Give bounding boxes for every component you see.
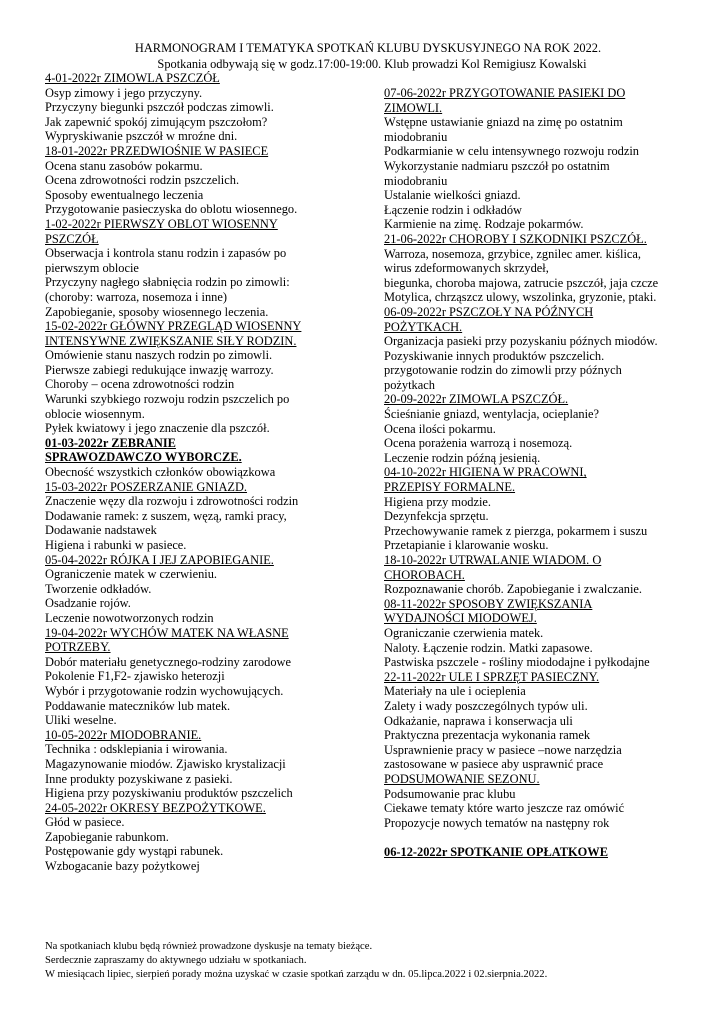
topic-line: Przygotowanie pasieczyska do oblotu wiosennego. — [45, 202, 298, 217]
topic-line: Obserwacja i kontrola stanu rodzin i zapasów po — [45, 246, 287, 261]
meeting-heading: 22-11-2022r ULE I SPRZĘT PASIECZNY. — [384, 669, 600, 684]
topic-line: Dodawanie nadstawek — [45, 523, 157, 538]
topic-line: Usprawnienie pracy w pasiece –nowe narzędzia — [384, 742, 622, 757]
meeting-heading: 20-09-2022r ZIMOWLA PSZCZÓŁ. — [384, 392, 569, 407]
topic-line: (choroby: warroza, nosemoza i inne) — [45, 289, 227, 304]
meeting-heading: 08-11-2022r SPOSOBY ZWIĘKSZANIA — [384, 596, 593, 611]
topic-line: Dobór materiału genetycznego-rodziny zarodowe — [45, 654, 291, 669]
meeting-heading: INTENSYWNE ZWIĘKSZANIE SIŁY RODZIN. — [45, 333, 297, 348]
topic-line: Leczenie nowotworzonych rodzin — [45, 610, 214, 625]
meeting-heading: POTRZEBY. — [45, 640, 111, 655]
topic-line: Ustalanie wielkości gniazd. — [384, 188, 521, 203]
topic-line: Pokolenie F1,F2- zjawisko heterozji — [45, 669, 225, 684]
topic-line: Pastwiska pszczele - rośliny miododajne i pyłkodajne — [384, 655, 650, 670]
topic-line: pożytkach — [384, 377, 435, 392]
topic-line: Warunki szybkiego rozwoju rodzin pszczelich po — [45, 392, 290, 407]
topic-line: Dezynfekcja sprzętu. — [384, 509, 489, 524]
topic-line: Praktyczna prezentacja wykonania ramek — [384, 728, 591, 743]
topic-line: Inne produkty pozyskiwane z pasieki. — [45, 771, 233, 786]
meeting-heading: 18-01-2022r PRZEDWIOŚNIE W PASIECE — [45, 143, 269, 158]
topic-line: Przetapianie i klarowanie wosku. — [384, 538, 549, 553]
topic-line: Ocena zdrowotności rodzin pszczelich. — [45, 173, 240, 188]
topic-line: biegunka, choroba majowa, zatrucie pszczół, jaja czcze — [384, 275, 659, 290]
topic-line: Propozycje nowych tematów na następny rok — [384, 815, 610, 830]
topic-line: Osyp zimowy i jego przyczyny. — [45, 85, 203, 100]
topic-line: Dodawanie ramek: z suszem, węzą, ramki pracy, — [45, 508, 287, 523]
topic-line: Materiały na ule i ocieplenia — [384, 684, 526, 699]
topic-line: Choroby – ocena zdrowotności rodzin — [45, 377, 235, 392]
topic-line: Głód w pasiece. — [45, 815, 125, 830]
topic-line: Zapobieganie, sposoby wiosennego leczenia. — [45, 304, 269, 319]
topic-line: Zalety i wady poszczególnych typów uli. — [384, 698, 588, 713]
left-column — [45, 71, 361, 874]
meeting-heading: 24-05-2022r OKRESY BEZPOŻYTKOWE. — [45, 800, 266, 815]
spacer — [384, 830, 684, 845]
topic-line: Poddawanie mateczników lub matek. — [45, 698, 231, 713]
meeting-heading: PRZEPISY FORMALNE. — [384, 480, 516, 495]
footer-line: Na spotkaniach klubu będą również prowadzone dyskusje na tematy bieżące. — [45, 941, 373, 952]
topic-line: Pyłek kwiatowy i jego znaczenie dla pszczół. — [45, 421, 270, 436]
footer-notes — [45, 940, 705, 982]
topic-line: zastosowane w pasiece aby usprawnić prace — [384, 757, 604, 772]
topic-line: Przechowywanie ramek z pierzga, pokarmem i suszu — [384, 523, 648, 538]
meeting-heading: 1-02-2022r PIERWSZY OBLOT WIOSENNY — [45, 216, 278, 231]
meeting-heading: 15-03-2022r POSZERZANIE GNIAZD. — [45, 479, 248, 494]
topic-line: Ocena stanu zasobów pokarmu. — [45, 158, 203, 173]
topic-line: Wstępne ustawianie gniazd na zimę po ostatnim — [384, 115, 623, 130]
topic-line: Obecność wszystkich członków obowiązkowa — [45, 465, 276, 480]
topic-line: Wykorzystanie nadmiaru pszczół po ostatnim — [384, 158, 610, 173]
meeting-heading: 10-05-2022r MIODOBRANIE. — [45, 727, 202, 742]
meeting-heading: 19-04-2022r WYCHÓW MATEK NA WŁASNE — [45, 625, 289, 640]
meeting-heading: 06-12-2022r SPOTKANIE OPŁATKOWE — [384, 844, 608, 859]
topic-line: Przyczyny biegunki pszczół podczas zimowli. — [45, 100, 274, 115]
meeting-heading: 4-01-2022r ZIMOWLA PSZCZÓŁ — [45, 71, 220, 85]
topic-line: Osadzanie rojów. — [45, 596, 131, 611]
topic-line: przygotowanie rodzin do zimowli przy późnych — [384, 363, 622, 378]
topic-line: Uliki weselne. — [45, 713, 117, 728]
topic-line: pierwszym oblocie — [45, 260, 139, 275]
topic-line: Zapobieganie rabunkom. — [45, 829, 169, 844]
topic-line: Rozpoznawanie chorób. Zapobieganie i zwalczanie. — [384, 582, 643, 597]
topic-line: Łączenie rodzin i odkładów — [384, 202, 522, 217]
topic-line: Znaczenie węzy dla rozwoju i zdrowotności rodzin — [45, 494, 299, 509]
topic-line: Omówienie stanu naszych rodzin po zimowli. — [45, 348, 273, 363]
topic-line: Tworzenie odkładów. — [45, 581, 152, 596]
topic-line: Pierwsze zabiegi redukujące inwazję warrozy. — [45, 362, 274, 377]
topic-line: Przyczyny nagłego słabnięcia rodzin po zimowli: — [45, 275, 290, 290]
meeting-heading: 06-09-2022r PSZCZOŁY NA PÓŹNYCH — [384, 304, 594, 319]
topic-line: Ocena porażenia warrozą i nosemozą. — [384, 436, 573, 451]
topic-line: oblocie wiosennym. — [45, 406, 145, 421]
right-column — [384, 86, 684, 859]
topic-line: Warroza, nosemoza, grzybice, zgnilec amer. kiślica, — [384, 246, 642, 261]
topic-line: Technika : odsklepiania i wirowania. — [45, 742, 228, 757]
topic-line: Ograniczenie matek w czerwieniu. — [45, 567, 218, 582]
topic-line: Wypryskiwanie pszczół w mroźne dni. — [45, 129, 238, 144]
topic-line: Higiena przy modzie. — [384, 494, 492, 509]
topic-line: Higiena przy pozyskiwaniu produktów pszczelich — [45, 786, 293, 801]
topic-line: Postępowanie gdy wystąpi rabunek. — [45, 844, 224, 859]
page-subtitle: Spotkania odbywają się w godz.17:00-19:00. Klub prowadzi Kol Remigiusz Kowalski — [157, 57, 587, 71]
topic-line: miodobraniu — [384, 173, 448, 188]
meeting-heading: 04-10-2022r HIGIENA W PRACOWNI, — [384, 465, 587, 480]
topic-line: Wzbogacanie bazy pożytkowej — [45, 859, 200, 874]
meeting-heading: WYDAJNOŚCI MIODOWEJ. — [384, 611, 537, 626]
topic-line: miodobraniu — [384, 129, 448, 144]
footer-line: Serdecznie zapraszamy do aktywnego udziału w spotkaniach. — [45, 955, 307, 966]
meeting-heading: CHOROBACH. — [384, 567, 465, 582]
page-title: HARMONOGRAM I TEMATYKA SPOTKAŃ KLUBU DYSKUSYJNEGO NA ROK 2022. — [134, 41, 602, 55]
topic-line: Naloty. Łączenie rodzin. Matki zapasowe. — [384, 640, 593, 655]
topic-line: Jak zapewnić spokój zimującym pszczołom? — [45, 114, 268, 129]
topic-line: Pozyskiwanie innych produktów pszczelich. — [384, 348, 605, 363]
topic-line: Organizacja pasieki przy pozyskaniu późnych miodów. — [384, 334, 658, 349]
topic-line: Podkarmianie w celu intensywnego rozwoju rodzin — [384, 144, 639, 159]
meeting-heading: 18-10-2022r UTRWALANIE WIADOM. O — [384, 553, 602, 567]
meeting-heading: 07-06-2022r PRZYGOTOWANIE PASIEKI DO — [384, 86, 626, 100]
topic-line: Podsumowanie prac klubu — [384, 786, 516, 801]
meeting-heading: SPRAWOZDAWCZO WYBORCZE. — [45, 450, 242, 465]
topic-line: Ciekawe tematy które warto jeszcze raz omówić — [384, 801, 625, 816]
meeting-heading: POŻYTKACH. — [384, 319, 463, 334]
topic-line: wirus zdeformowanych skrzydeł, — [384, 261, 549, 276]
topic-line: Magazynowanie miodów. Zjawisko krystalizacji — [45, 756, 286, 771]
meeting-heading: ZIMOWLI. — [384, 100, 443, 115]
topic-line: Ograniczanie czerwienia matek. — [384, 625, 544, 640]
topic-line: Wybór i przygotowanie rodzin wychowujących. — [45, 683, 284, 698]
topic-line: Higiena i rabunki w pasiece. — [45, 538, 187, 552]
topic-line: Odkażanie, naprawa i konserwacja uli — [384, 713, 573, 728]
footer-line: W miesiącach lipiec, sierpień porady można uzyskać w czasie spotkań zarządu w dn. 05.lipca.2022 i 02.sierpnia.2022. — [45, 969, 548, 980]
topic-line: Sposoby ewentualnego leczenia — [45, 187, 204, 202]
meeting-heading: 05-04-2022r RÓJKA I JEJ ZAPOBIEGANIE. — [45, 552, 274, 567]
topic-line: Ocena ilości pokarmu. — [384, 421, 496, 436]
meeting-heading: PODSUMOWANIE SEZONU. — [384, 771, 540, 786]
meeting-heading: PSZCZÓŁ — [45, 231, 99, 246]
topic-line: Ścieśnianie gniazd, wentylacja, ocieplanie? — [384, 407, 600, 422]
topic-line: Leczenie rodzin późną jesienią. — [384, 450, 541, 465]
meeting-heading: 15-02-2022r GŁÓWNY PRZEGLĄD WIOSENNY — [45, 319, 302, 334]
topic-line: Motylica, chrząszcz ulowy, wszolinka, gryzonie, ptaki. — [384, 290, 657, 305]
topic-line: Karmienie na zimę. Rodzaje pokarmów. — [384, 217, 584, 232]
meeting-heading: 21-06-2022r CHOROBY I SZKODNIKI PSZCZÓŁ. — [384, 231, 647, 246]
meeting-heading: 01-03-2022r ZEBRANIE — [45, 435, 176, 450]
